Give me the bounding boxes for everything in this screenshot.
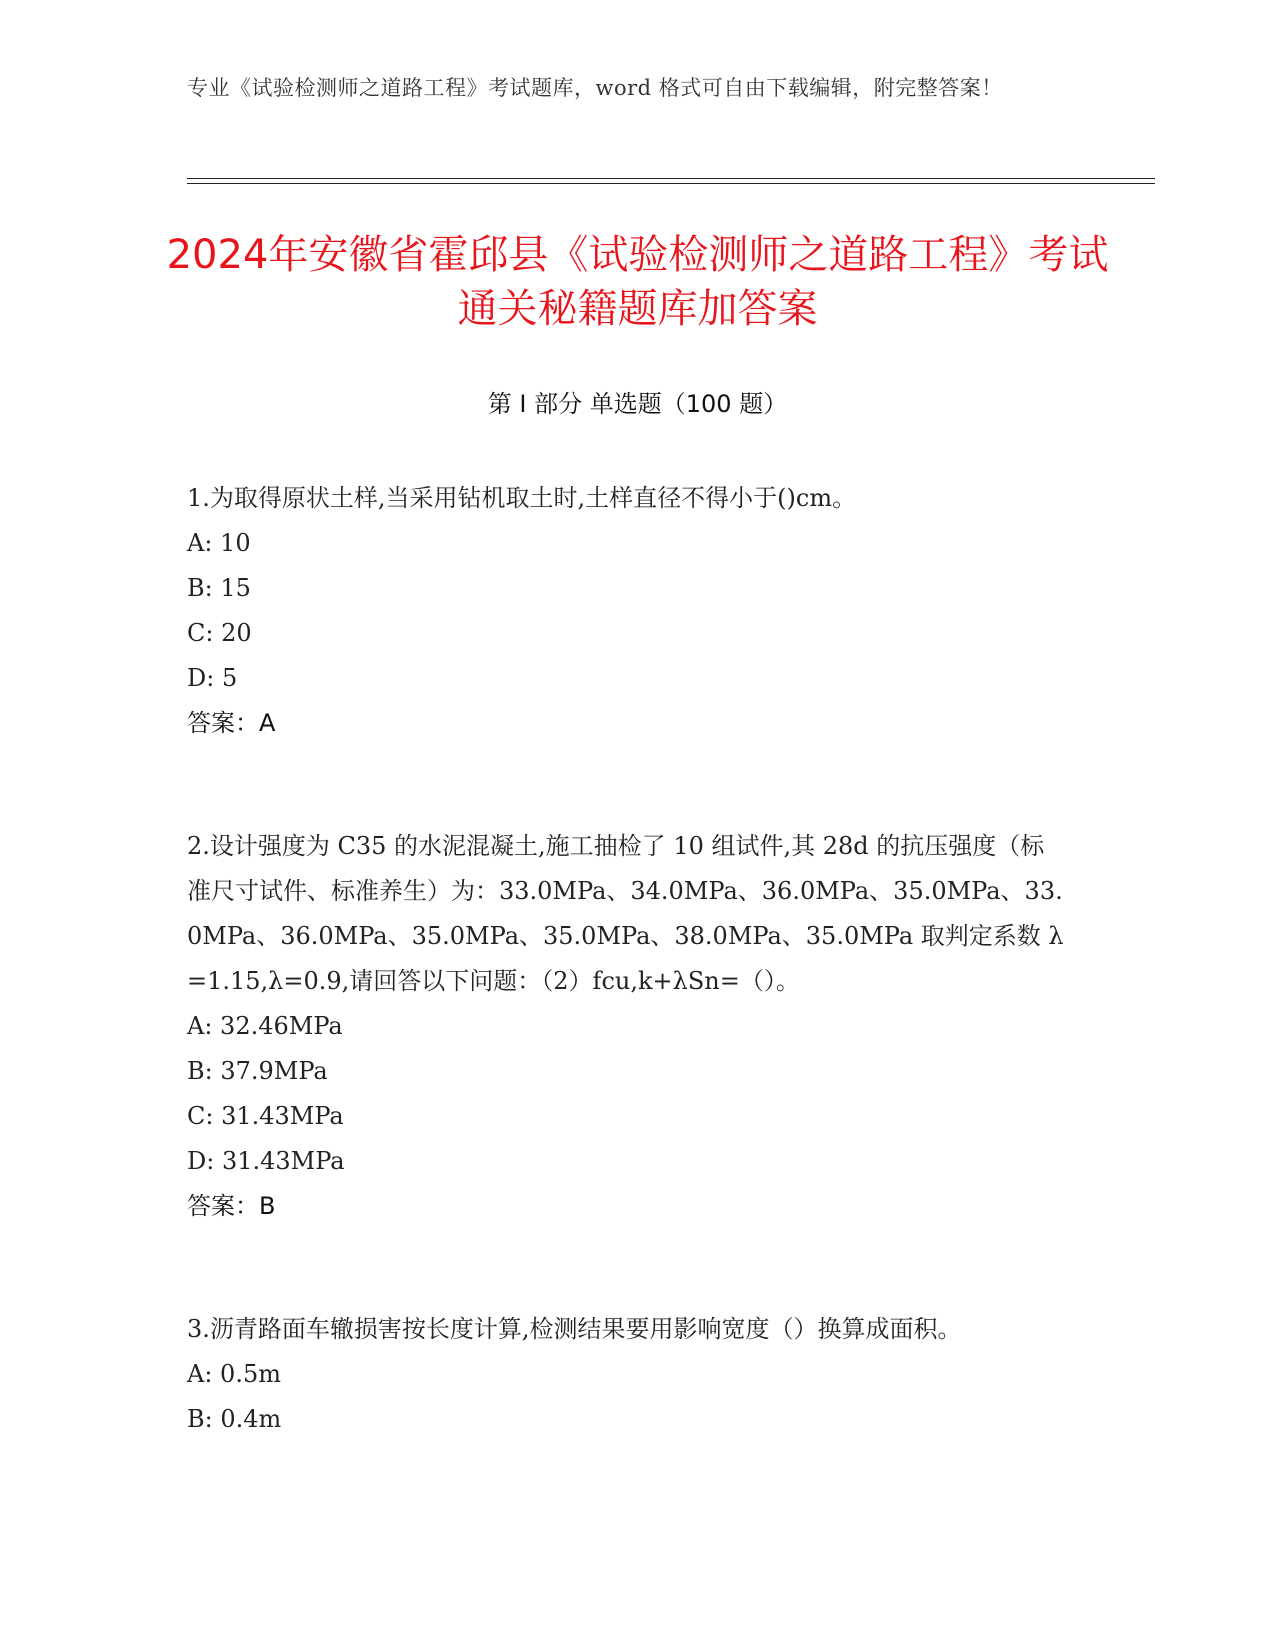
header-rule-top (187, 178, 1155, 179)
option-a: A: 32.46MPa (187, 1012, 343, 1040)
document-title: 2024年安徽省霍邱县《试验检测师之道路工程》考试通关秘籍题库加答案 (166, 232, 1109, 332)
option-c: C: 31.43MPa (187, 1102, 344, 1130)
option-b: B: 37.9MPa (187, 1057, 328, 1085)
header-note: 专业《试验检测师之道路工程》考试题库，word 格式可自由下载编辑，附完整答案！ (187, 76, 1003, 100)
option-d: D: 5 (187, 664, 238, 692)
option-c: C: 20 (187, 619, 252, 647)
question-text: 3.沥青路面车辙损害按长度计算,检测结果要用影响宽度（）换算成面积。 (187, 1315, 962, 1343)
question-3 (187, 1307, 1067, 1442)
section-title: 第 I 部分 单选题（100 题） (487, 390, 788, 418)
option-a: A: 10 (187, 529, 251, 557)
option-b: B: 0.4m (187, 1405, 282, 1433)
question-1 (187, 476, 1067, 746)
option-a: A: 0.5m (187, 1360, 281, 1388)
option-d: D: 31.43MPa (187, 1147, 345, 1175)
question-2 (187, 824, 1067, 1229)
question-text: 2.设计强度为 C35 的水泥混凝土,施工抽检了 10 组试件,其 28d 的抗压强度（标准尺寸试件、标准养生）为：33.0MPa、34.0MPa、36.0MPa、35.0MPa、33.0MPa、36.0MPa、35.0MPa、35.0MPa、38.0MPa、35.0MPa 取判定系数 λ=1.15,λ=0.9,请回答以下问题：（2）fcu,k+λSn=（）。 (187, 832, 1064, 995)
question-text: 1.为取得原状土样,当采用钻机取土时,土样直径不得小于()cm。 (187, 484, 857, 512)
option-b: B: 15 (187, 574, 251, 602)
answer: 答案：B (187, 1192, 276, 1220)
header-rule-bottom (187, 183, 1155, 184)
answer: 答案：A (187, 709, 276, 737)
question-list (187, 476, 1067, 1442)
